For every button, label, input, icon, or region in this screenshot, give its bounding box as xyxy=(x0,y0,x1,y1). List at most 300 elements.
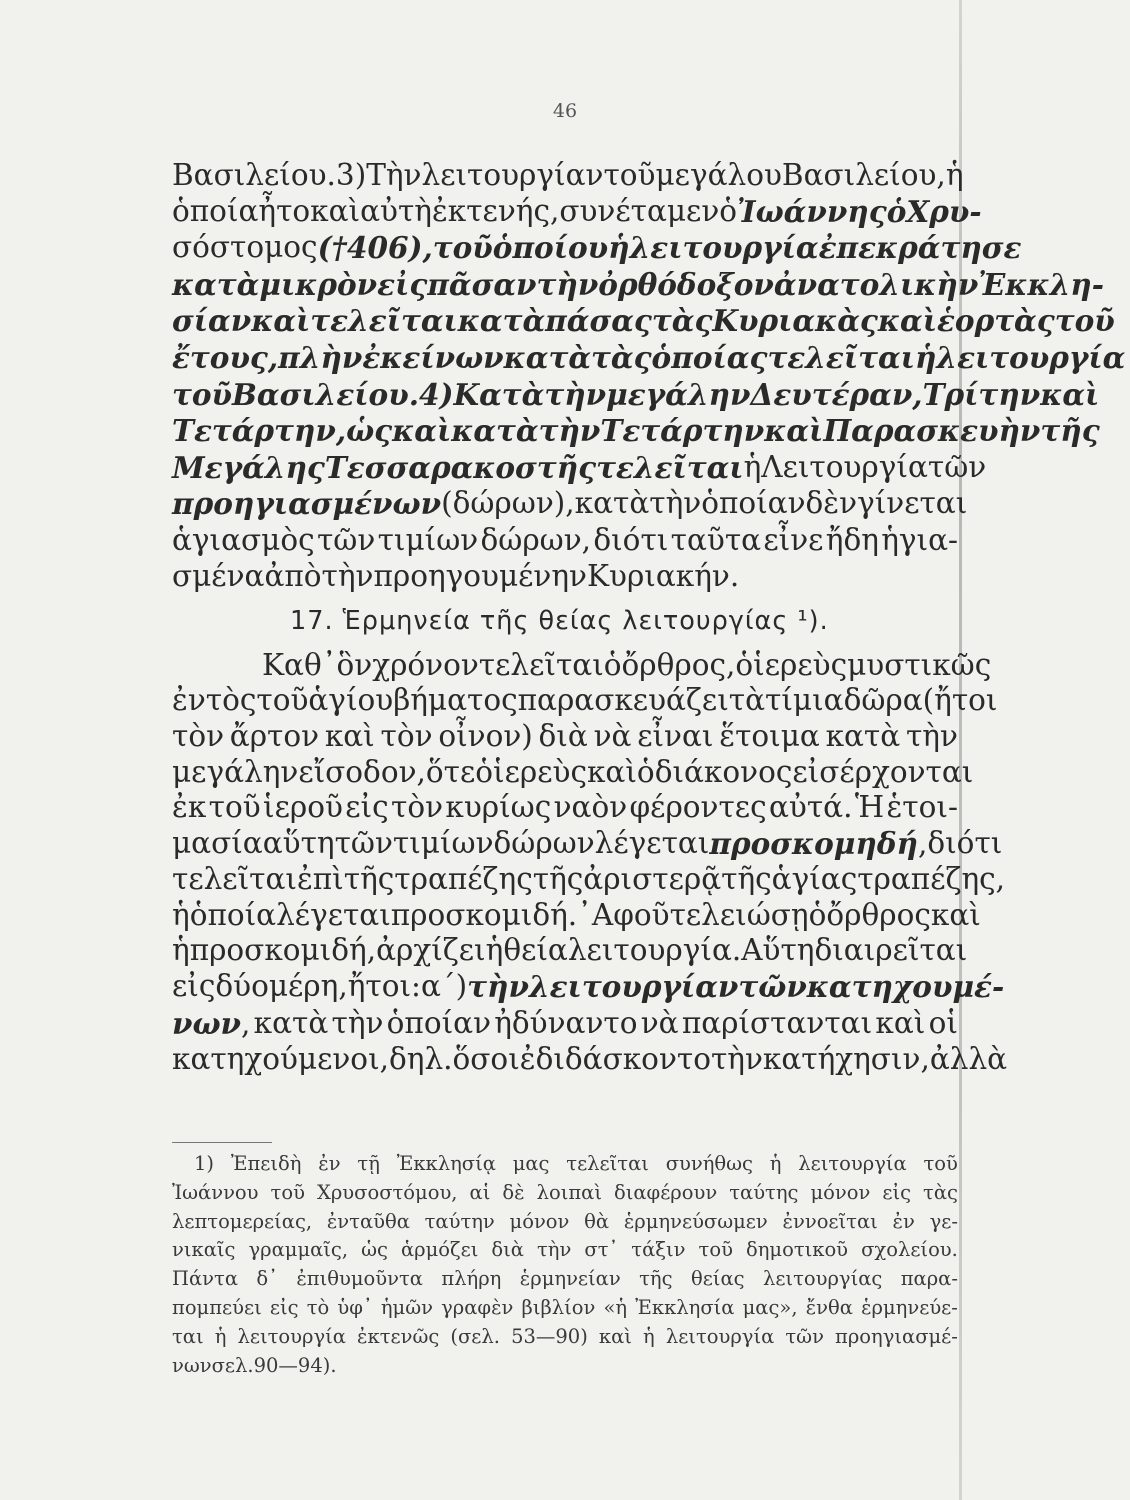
word: Χρυσοστόμου, xyxy=(316,1180,458,1204)
word: Κυριακὰς xyxy=(712,303,878,339)
word: Τὴν xyxy=(366,158,422,192)
word: ὀρθόδοξον xyxy=(598,266,774,302)
word: τὸ xyxy=(306,1295,330,1319)
word: λειτουργία xyxy=(936,339,1126,375)
word: λέγεται xyxy=(594,825,710,860)
word: ὅτε xyxy=(425,754,476,789)
word: τὴν xyxy=(537,1238,572,1262)
word: ἱεροῦ xyxy=(263,790,343,825)
word: ἡμῶν xyxy=(380,1295,433,1319)
word: 4) xyxy=(418,376,454,412)
word: τὴν xyxy=(467,969,529,1005)
word: δημοτικοῦ xyxy=(745,1238,849,1262)
word: τελεῖται xyxy=(566,1152,649,1175)
word: ὁ xyxy=(636,754,655,789)
word: κατηχουμέ- xyxy=(806,969,1005,1005)
word: (†406), xyxy=(317,230,433,266)
word: τοῦ xyxy=(256,683,309,718)
word: καὶ xyxy=(930,897,981,932)
word: μόνον xyxy=(810,1180,871,1204)
word: δ᾽ xyxy=(256,1267,278,1291)
word: λεπτομερείας, xyxy=(172,1209,313,1233)
word: Μεγάλης xyxy=(172,449,325,485)
word: λειτουργία. xyxy=(567,933,742,968)
word: κατὰ xyxy=(574,486,650,521)
paragraph2-line xyxy=(172,862,1006,898)
footnote-line xyxy=(172,1294,958,1323)
word: 90—94). xyxy=(253,1353,337,1377)
word: μέρη, xyxy=(268,969,348,1004)
word: Χρυ- xyxy=(906,193,982,229)
word: τῶν xyxy=(738,969,807,1005)
word: Τετάρτην,ὡς xyxy=(172,413,393,449)
paragraph-2 xyxy=(172,647,1008,1078)
paragraph2-line xyxy=(172,647,992,684)
word: γε- xyxy=(929,1209,958,1233)
word: διαφέρουν xyxy=(614,1180,718,1204)
word: (σελ. xyxy=(450,1324,500,1348)
word: εἶνε xyxy=(763,522,824,557)
word: κατήχησιν, xyxy=(762,1042,930,1077)
word: γραφὲν xyxy=(441,1295,514,1319)
body-text xyxy=(172,158,1126,1078)
word: ἐντὸς xyxy=(172,683,257,718)
word: λειτουργία xyxy=(237,1324,346,1348)
paragraph2-line xyxy=(172,683,998,719)
word: Βασιλείου, xyxy=(781,158,946,192)
word: σελ. xyxy=(211,1353,254,1377)
word: χρόνον xyxy=(372,647,479,682)
word: πάσας xyxy=(545,303,652,339)
word: τραπέζης xyxy=(394,862,533,897)
paragraph1-line xyxy=(172,449,987,487)
word: Ἡ xyxy=(854,790,885,825)
word: ὡς xyxy=(361,1238,388,1262)
word: δὲ xyxy=(502,1180,525,1204)
word: διάκονος xyxy=(654,754,793,789)
word: καὶ xyxy=(1040,376,1100,412)
footnote-line xyxy=(172,1323,958,1352)
word: λέγεται xyxy=(276,897,391,932)
word: λοιπαὶ xyxy=(536,1180,602,1204)
word: ἑρμηνείαν xyxy=(519,1267,621,1291)
word: ἔνθα xyxy=(805,1295,853,1319)
word: βιβλίον xyxy=(521,1295,596,1319)
paragraph-1 xyxy=(172,158,1126,594)
word: τὴν xyxy=(710,1042,763,1077)
word: Ἰωάννης xyxy=(737,193,887,229)
word: σόστομος xyxy=(172,230,318,265)
word: τὴν xyxy=(649,486,702,521)
word: εἰς xyxy=(345,790,389,825)
word: ναὸν xyxy=(553,790,628,825)
word: προηγουμένην xyxy=(373,558,587,593)
paragraph1-line xyxy=(172,413,1100,450)
word: μεγάλην xyxy=(606,376,751,412)
word: ὁ xyxy=(735,647,754,682)
word: θὰ xyxy=(584,1209,610,1233)
word: κατὰ xyxy=(253,1005,329,1040)
word: Λειτουργία xyxy=(761,449,928,484)
word: παρίστανται xyxy=(681,1005,873,1040)
word: ται xyxy=(172,1324,204,1348)
word: ἀλλὰ xyxy=(929,1042,1008,1077)
word: τῶν xyxy=(927,449,987,484)
word: τῆς xyxy=(721,862,772,897)
word: καὶ xyxy=(324,718,375,753)
word: (δώρων), xyxy=(441,486,575,521)
word: τοῦ xyxy=(208,790,261,825)
word: 3) xyxy=(335,158,367,192)
word: τοῦ xyxy=(698,1238,733,1262)
word: καὶ xyxy=(310,193,361,228)
word: εἶναι xyxy=(637,718,714,753)
word: τοῦ xyxy=(923,1152,958,1175)
word: τιμίων xyxy=(377,522,479,557)
paragraph1-line xyxy=(172,266,1104,304)
word: νὰ xyxy=(640,1005,679,1040)
word: παρα- xyxy=(900,1267,958,1291)
word: δώρων xyxy=(493,825,595,860)
word: τίμια xyxy=(765,683,844,718)
word: κατὰ xyxy=(451,413,539,449)
word: ἡ xyxy=(608,230,630,266)
word: ἡ xyxy=(172,897,190,932)
word: Ἰωάννου xyxy=(172,1180,259,1204)
word: ὁ xyxy=(475,754,494,789)
word: ἡ xyxy=(914,339,937,375)
word: νὰ xyxy=(593,718,632,753)
word: ταύτην xyxy=(424,1209,495,1233)
word: ἁγίας xyxy=(771,862,858,897)
word: καὶ xyxy=(598,1324,632,1348)
word: βήματος xyxy=(393,683,518,718)
word: τὰς xyxy=(923,1180,958,1204)
word: Πάντα xyxy=(172,1267,238,1291)
word: τῇ xyxy=(357,1152,380,1175)
paragraph2-line xyxy=(172,790,958,826)
word: ὁποίαν xyxy=(386,1005,492,1040)
word: σίαν xyxy=(172,303,252,339)
word: τῶν xyxy=(334,825,393,860)
word: λειτουργίαν xyxy=(528,969,739,1005)
word: διότι xyxy=(593,522,669,557)
word: Κυριακήν. xyxy=(586,558,740,593)
word: ἱερεὺς xyxy=(753,647,848,682)
word: πλὴν xyxy=(278,339,363,375)
paragraph1-line xyxy=(172,339,1126,377)
word: δύο xyxy=(215,969,269,1004)
word: δηλ. xyxy=(389,1042,453,1077)
word: Δευτέραν, xyxy=(750,376,923,412)
word: ἀπὸ xyxy=(264,558,322,593)
word: ταύτης xyxy=(729,1180,799,1204)
word: ὁ xyxy=(886,193,907,229)
word: τελεῖται xyxy=(310,303,458,339)
word: μασία xyxy=(172,825,263,860)
word: θείας xyxy=(690,1267,745,1291)
word: οἶνον) xyxy=(438,718,533,753)
word: καὶ xyxy=(764,413,824,449)
word: εἰς xyxy=(882,1180,912,1204)
word: καὶ xyxy=(586,754,637,789)
word: νικαῖς xyxy=(172,1238,236,1262)
word: ἐπὶ xyxy=(296,862,344,897)
word: κατὰ xyxy=(172,266,260,302)
word: τιμίων xyxy=(392,825,494,860)
paragraph1-line xyxy=(172,376,1100,414)
word: ἑρμηνεύε- xyxy=(861,1295,958,1319)
word: ἡγια- xyxy=(881,522,958,557)
word: εἰς xyxy=(377,266,428,302)
word: τάξιν xyxy=(631,1238,686,1262)
word: μας xyxy=(512,1152,550,1175)
word: μόνον xyxy=(509,1209,570,1233)
word: Κατὰ xyxy=(453,376,545,412)
paragraph1-line xyxy=(172,193,982,231)
word: ἐκτενής,συνέταμεν xyxy=(431,193,720,228)
word: μικρὸν xyxy=(259,266,378,302)
word: τῆς xyxy=(343,862,395,897)
word: Παρασκευὴν xyxy=(823,413,1041,449)
word: τὴν xyxy=(321,558,374,593)
word: ὁποίας xyxy=(651,339,768,375)
word: σχολείου. xyxy=(861,1238,958,1262)
word: ἦτο xyxy=(258,193,311,228)
word: Βασιλείου. xyxy=(172,158,336,192)
word: φέροντες xyxy=(629,790,767,825)
word: ἡ xyxy=(945,158,964,192)
word: νων xyxy=(172,1353,212,1377)
word: πομπεύει xyxy=(172,1295,262,1319)
word: Βασιλείου. xyxy=(232,376,419,412)
paragraph1-line xyxy=(172,230,1022,267)
footnote-rule xyxy=(172,1142,272,1143)
word: ἡ xyxy=(485,933,504,968)
word: πᾶσαν xyxy=(427,266,537,302)
word: ὅσοι xyxy=(452,1042,520,1077)
word: διὰ xyxy=(491,1238,524,1262)
word: θεία xyxy=(503,933,568,968)
word: τὴν xyxy=(905,718,958,753)
word: ὁ xyxy=(603,647,622,682)
word: ἠδύναντο xyxy=(494,1005,638,1040)
word: ἡ xyxy=(743,449,762,484)
word: εἰσέρχονται xyxy=(792,754,974,789)
word: νων, xyxy=(172,1005,251,1041)
word: κατὰ xyxy=(503,339,592,375)
word: τῆς xyxy=(1040,413,1100,449)
word: ὁποία xyxy=(189,897,277,932)
paragraph1-line xyxy=(172,523,958,559)
paragraph2-line xyxy=(172,719,958,755)
word: τοῦ xyxy=(172,376,232,412)
footnote-line xyxy=(172,1208,958,1237)
word: ἄρτον xyxy=(229,718,320,753)
paragraph2-line xyxy=(172,1042,1008,1078)
word: προσκομηδή, xyxy=(709,825,928,861)
word: ἐνταῦθα xyxy=(326,1209,410,1233)
word: ἤτοι xyxy=(347,969,412,1004)
section-heading: 17. Ἑρμηνεία τῆς θείας λειτουργίας ¹). xyxy=(290,606,829,637)
word: τὰς xyxy=(651,303,713,339)
word: ὁποίου xyxy=(492,230,609,266)
word: Τετάρτην xyxy=(600,413,765,449)
word: ἡ xyxy=(214,1324,227,1348)
word: ἑορτὰς xyxy=(936,303,1055,339)
word: γραμμαῖς, xyxy=(248,1238,349,1262)
word: (ἤτοι xyxy=(922,683,998,718)
word: μεγάλην xyxy=(172,754,299,789)
word: ἑτοι- xyxy=(886,790,958,825)
word: τὰ xyxy=(728,683,766,718)
word: καὶ xyxy=(251,303,311,339)
word: τὴν xyxy=(331,1005,384,1040)
word: αὐτά. xyxy=(768,790,853,825)
paragraph2-line xyxy=(172,825,1003,863)
word: τραπέζης, xyxy=(857,862,1006,897)
word: μας», xyxy=(742,1295,798,1319)
word: ἀνατολικὴν xyxy=(773,266,979,302)
word: γίνεται xyxy=(857,486,968,521)
word: ὁ xyxy=(808,897,827,932)
word: αὕτη xyxy=(262,825,335,860)
word: κατὰ xyxy=(457,303,546,339)
word: Ἐκκλησίᾳ xyxy=(396,1152,496,1175)
footnote-line xyxy=(172,1150,958,1179)
word: τὸν xyxy=(391,790,444,825)
word: σμένα xyxy=(172,558,265,593)
word: ἐν xyxy=(318,1152,341,1175)
word: 53—90) xyxy=(511,1324,588,1348)
word: α΄) xyxy=(420,969,468,1004)
word: ἁγίου xyxy=(308,683,394,718)
word: παρασκευάζει xyxy=(517,683,729,718)
word: τοῦ xyxy=(1054,303,1115,339)
word: ἡ xyxy=(172,933,190,968)
word: Αὕτη xyxy=(741,933,815,968)
word: οἱ xyxy=(928,1005,958,1040)
word: ὄρθρος xyxy=(826,897,931,932)
word: δώρων, xyxy=(480,522,592,557)
word: ἐκτενῶς xyxy=(357,1324,440,1348)
word: τελεῖται xyxy=(478,647,604,682)
word: τὰς xyxy=(591,339,652,375)
word: προηγιασμέ- xyxy=(835,1324,958,1348)
word: Τεσσαρακοστῆς xyxy=(324,449,597,485)
paragraph1-line xyxy=(172,559,958,595)
word: ἐπεκράτησε xyxy=(818,230,1022,266)
paragraph2-line xyxy=(172,1006,958,1043)
word: τελεῖται xyxy=(767,339,915,375)
paragraph1-line xyxy=(172,303,1115,340)
word: τὴν xyxy=(536,266,599,302)
word: ἡ xyxy=(769,1152,782,1175)
word: ἁρμόζει xyxy=(400,1238,479,1262)
paragraph2-line xyxy=(172,897,981,934)
word: τὸν xyxy=(380,718,433,753)
word: τελεῖται xyxy=(596,449,744,485)
word: ἕτοιμα xyxy=(719,718,820,753)
word: Καθ᾽ xyxy=(262,647,337,682)
word: λειτουργίαν xyxy=(421,158,604,192)
word: κατὰ xyxy=(825,718,901,753)
word: στ᾽ xyxy=(584,1238,619,1262)
paragraph2-line xyxy=(172,969,1005,1006)
word: μεγάλου xyxy=(655,158,782,192)
word: ὄρθρος, xyxy=(621,647,736,682)
word: ἐννοεῖται xyxy=(782,1209,878,1233)
word: λειτουργία xyxy=(665,1324,775,1348)
word: λειτουργίας xyxy=(762,1267,883,1291)
word: τὴν xyxy=(544,376,607,412)
word: τὴν xyxy=(538,413,601,449)
word: ἐπιθυμοῦντα xyxy=(296,1267,423,1291)
word: δῶρα xyxy=(843,683,923,718)
word: ἔτους, xyxy=(172,339,279,375)
word: ὃν xyxy=(336,647,373,682)
word: κυρίως xyxy=(445,790,552,825)
word: ὁ xyxy=(719,193,738,228)
word: ἐδιδάσκοντο xyxy=(519,1042,711,1077)
word: Ἐπειδὴ xyxy=(230,1152,302,1175)
word: προσκομιδή, xyxy=(189,933,377,968)
word: «ἡ xyxy=(603,1295,628,1319)
word: ἁγιασμὸς xyxy=(172,522,315,557)
word: ἤδη xyxy=(825,522,879,557)
word: εἰς xyxy=(172,969,216,1004)
word: διὰ xyxy=(538,718,588,753)
word: ἐκ xyxy=(172,790,207,825)
word: Τρίτην xyxy=(922,376,1041,412)
page-number: 46 xyxy=(552,100,578,122)
word: τοῦ xyxy=(270,1180,305,1204)
footnote xyxy=(172,1150,958,1380)
footnote-line xyxy=(172,1179,958,1208)
word: τελειώσῃ xyxy=(669,897,809,932)
word: τῆς xyxy=(639,1267,673,1291)
word: μυστικῶς xyxy=(847,647,992,682)
word: αἱ xyxy=(469,1180,491,1204)
word: : xyxy=(411,969,421,1004)
word: τοῦ xyxy=(603,158,656,192)
word: ἑρμηνεύσωμεν xyxy=(623,1209,768,1233)
word: τῶν xyxy=(785,1324,824,1348)
word: ταῦτα xyxy=(670,522,762,557)
word: καὶ xyxy=(875,1005,926,1040)
paragraph1-line xyxy=(172,158,964,194)
word: διότι xyxy=(927,825,1003,860)
word: λειτουργία xyxy=(629,230,819,266)
word: 1) xyxy=(194,1152,215,1175)
word: εἰς xyxy=(269,1295,299,1319)
word: ὁποίαν xyxy=(701,486,806,521)
word: καὶ xyxy=(877,303,937,339)
paragraph2-line xyxy=(172,933,968,969)
word: κατηχούμενοι, xyxy=(172,1042,390,1077)
word: ἀρχίζει xyxy=(376,933,486,968)
word: τοῦ xyxy=(432,230,493,266)
word: ὁποία xyxy=(172,193,259,228)
paragraph1-line xyxy=(172,486,968,523)
word: λειτουργία xyxy=(798,1152,907,1175)
word: τὸν xyxy=(172,718,225,753)
word: τελεῖται xyxy=(172,862,297,897)
word: ἱερεὺς xyxy=(493,754,587,789)
word: προσκομιδή.᾿Αφοῦ xyxy=(390,897,670,932)
word: δὲν xyxy=(805,486,858,521)
word: ὑφ᾽ xyxy=(337,1295,373,1319)
